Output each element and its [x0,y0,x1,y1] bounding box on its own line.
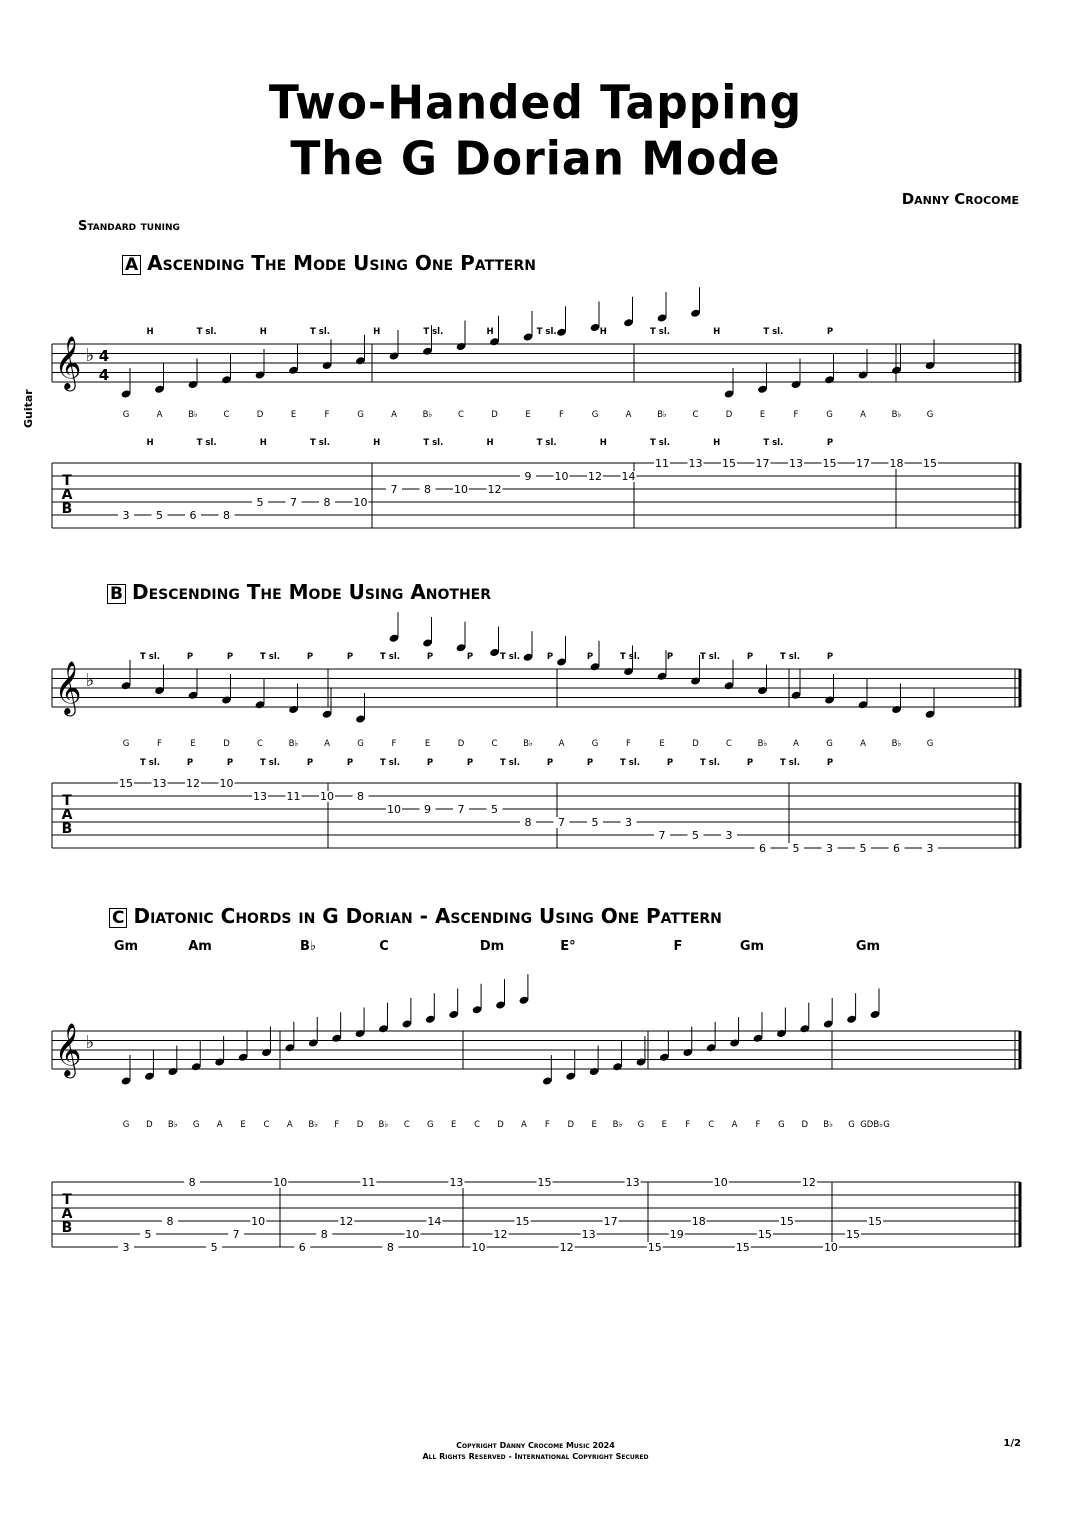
tab-number: 5 [859,842,867,855]
technique-mark: P [346,652,354,662]
technique-mark: P [586,758,594,768]
tab-clef-b: B [61,1220,73,1236]
technique-mark: T sl. [500,652,520,662]
technique-mark: T sl. [780,652,800,662]
technique-mark: P [466,758,474,768]
note-name: B♭ [523,739,533,749]
key-signature-flat: ♭ [85,670,95,691]
tab-number: 15 [845,1228,860,1241]
section-a-title: Ascending The Mode Using One Pattern [147,251,536,275]
technique-mark: H [599,327,607,337]
note-name: D [256,410,264,420]
technique-mark: P [186,652,194,662]
tab-number: 5 [491,803,498,816]
tab-number: 13 [625,1176,640,1189]
tab-number: 9 [424,803,431,816]
tab-number: 10 [454,483,468,496]
technique-mark: P [826,438,834,448]
tab-number: 5 [591,816,599,829]
note-name: G [122,410,130,420]
tab-number: 8 [386,1241,394,1254]
technique-mark: T sl. [763,327,784,337]
technique-mark: T sl. [260,758,280,768]
chord-name: Gm [113,939,139,954]
technique-mark: P [306,758,314,768]
tab-number: 12 [339,1215,354,1228]
tab-number: 8 [188,1176,196,1189]
section-c-letter: C [109,908,127,928]
note-name: G [826,410,833,420]
page-number: 1/2 [1003,1438,1021,1449]
tab-number: 9 [524,470,532,483]
technique-mark: P [746,758,754,768]
technique-mark: P [426,652,434,662]
note-name: E [659,739,665,749]
note-name: F [755,1120,761,1130]
tab-number: 12 [186,777,200,790]
note-name: B♭ [757,739,768,749]
technique-mark: T sl. [310,327,330,337]
technique-mark: H [486,438,494,448]
tab-number: 14 [427,1215,442,1228]
technique-mark: T sl. [620,652,640,662]
tab-number: 11 [361,1176,376,1189]
tab-number: 17 [856,457,870,470]
tab-number: 10 [554,470,569,483]
technique-mark: T sl. [536,438,557,448]
technique-mark: T sl. [260,652,280,662]
tab-number: 8 [223,509,230,522]
tab-number: 13 [581,1228,596,1241]
technique-mark: P [826,652,834,662]
note-name: F [793,410,799,420]
technique-mark: T sl. [620,758,640,768]
tab-number: 6 [759,842,766,855]
note-name: A [860,739,866,749]
tab-number: 10 [713,1176,728,1189]
tab-number: 13 [449,1176,464,1189]
technique-mark: T sl. [380,758,400,768]
chord-name: Gm [739,939,765,954]
technique-mark: P [746,652,754,662]
chord-name: E° [560,939,576,954]
note-name: D [725,410,733,420]
tab-number: 10 [273,1176,288,1189]
note-name: F [324,410,330,420]
tab-number: 3 [122,1241,130,1254]
tab-number: 7 [232,1228,240,1241]
tab-number: 7 [658,829,666,842]
tab-number: 5 [210,1241,218,1254]
tab-number: 12 [493,1228,508,1241]
tab-number: 10 [320,790,334,803]
note-name: D [692,739,699,749]
tab-number: 15 [722,457,736,470]
tab-number: 14 [621,470,636,483]
tab-number: 19 [669,1228,684,1241]
tab-number: 12 [559,1241,574,1254]
note-name: E [424,739,431,749]
note-name: B♭ [891,410,902,420]
note-name: G [848,1120,855,1130]
tab-number: 13 [152,777,167,790]
note-name: C [223,410,230,420]
tab-number: 15 [779,1215,794,1228]
time-signature-top: 4 [98,347,110,365]
technique-mark: P [666,758,674,768]
technique-mark: P [826,758,834,768]
section-b-title: Descending The Mode Using Another [131,580,492,604]
note-name: E [290,410,297,420]
tab-number: 3 [122,509,130,522]
title-line-2: The G Dorian Mode [290,132,781,187]
technique-mark: T sl. [650,438,670,448]
note-name: B♭ [288,739,299,749]
note-name: B♭ [308,1120,319,1130]
tab-number: 3 [926,842,934,855]
note-name: D [356,1120,364,1130]
tab-clef-b: B [61,501,73,517]
note-name: E [759,410,766,420]
technique-mark: T sl. [140,758,160,768]
note-name: A [391,410,397,420]
tab-number: 10 [823,1241,838,1254]
note-name: G [826,739,833,749]
chord-name: C [379,939,389,954]
note-name: B♭ [823,1120,834,1130]
note-name: G [926,739,934,749]
tab-number: 10 [353,496,368,509]
note-name: B♭ [891,739,902,749]
tab-number: 8 [323,496,331,509]
note-name: A [625,410,632,420]
chord-name: Dm [479,939,505,954]
tab-number: 12 [801,1176,816,1189]
tab-number: 7 [390,483,398,496]
tab-clef-t: T [62,473,72,489]
note-name: D [223,739,230,749]
technique-mark: P [306,652,314,662]
note-name: G [637,1120,645,1130]
tab-number: 17 [755,457,770,470]
technique-mark: T sl. [196,327,217,337]
note-name: A [520,1120,527,1130]
tab-number: 5 [256,496,264,509]
note-name: F [626,739,631,749]
note-name: A [324,739,330,749]
tab-number: 7 [290,496,297,509]
tab-number: 5 [156,509,163,522]
tuning: Standard tuning [78,219,180,234]
tab-number: 3 [826,842,833,855]
note-name: B♭ [167,1120,178,1130]
technique-mark: H [713,438,721,448]
note-name: F [391,739,397,749]
note-name: D [567,1120,574,1130]
treble-clef-icon: 𝄞 [54,335,82,389]
note-name: G [122,1120,130,1130]
technique-mark: H [373,327,381,337]
note-name: A [156,410,163,420]
tab-number: 6 [893,842,900,855]
note-name: G [357,739,364,749]
tab-clef-t: T [62,793,72,809]
technique-mark: P [346,758,354,768]
tab-number: 13 [688,457,703,470]
tab-number: 10 [387,803,401,816]
technique-mark: T sl. [650,327,670,337]
technique-mark: T sl. [763,438,784,448]
note-name: B♭ [612,1120,623,1130]
technique-mark: P [666,652,674,662]
technique-mark: P [186,758,194,768]
tab-number: 10 [405,1228,420,1241]
chord-name: Gm [855,939,881,954]
note-name: F [544,1120,550,1130]
note-name: E [240,1120,246,1130]
note-name: C [403,1120,410,1130]
technique-mark: T sl. [310,438,330,448]
copyright-line: Copyright Danny Crocome Music 2024 [456,1441,615,1450]
technique-mark: T sl. [423,438,444,448]
tab-number: 8 [357,790,364,803]
note-name: D [457,739,465,749]
technique-mark: H [373,438,381,448]
technique-mark: H [146,327,154,337]
tab-number: 3 [625,816,632,829]
technique-mark: T sl. [536,327,557,337]
tab-number: 6 [189,509,197,522]
note-name: G [591,739,599,749]
note-name: C [726,739,732,749]
technique-mark: H [486,327,494,337]
note-name: G [778,1120,785,1130]
tab-number: 15 [923,457,937,470]
treble-clef-icon: 𝄞 [54,1022,82,1076]
tab-number: 13 [253,790,267,803]
note-name: D [491,410,498,420]
technique-mark: T sl. [140,652,160,662]
technique-mark: T sl. [700,652,720,662]
note-name: E [190,739,196,749]
note-name: A [216,1120,223,1130]
section-a-letter: A [122,255,141,275]
note-name: C [257,739,263,749]
tab-number: 13 [789,457,803,470]
tab-clef-t: T [62,1192,72,1208]
tab-number: 8 [320,1228,328,1241]
technique-mark: T sl. [500,758,520,768]
tab-clef-a: A [61,1206,73,1222]
technique-mark: P [226,652,234,662]
tab-number: 18 [889,457,904,470]
note-name: E [591,1120,597,1130]
note-name: B♭ [657,410,667,420]
note-name: G [591,410,599,420]
note-name: E [661,1120,668,1130]
tab-number: 8 [524,816,532,829]
note-name: C [474,1120,481,1130]
note-name: G [122,739,130,749]
tab-number: 18 [691,1215,706,1228]
key-signature-flat: ♭ [85,345,95,366]
technique-mark: T sl. [423,327,444,337]
tab-number: 15 [537,1176,552,1189]
technique-mark: H [146,438,154,448]
note-name: C [458,410,464,420]
technique-mark: P [226,758,234,768]
note-name: F [685,1120,691,1130]
note-name: A [731,1120,738,1130]
note-name: C [263,1120,270,1130]
tab-number: 15 [735,1241,750,1254]
note-name: B♭ [422,410,433,420]
tab-number: 5 [692,829,699,842]
tab-number: 6 [298,1241,306,1254]
note-name: G [426,1120,434,1130]
note-name: G [192,1120,200,1130]
key-signature-flat: ♭ [85,1032,95,1053]
tab-number: 12 [588,470,602,483]
footer [0,1440,1071,1462]
section-b-letter: B [107,584,126,604]
tab-number: 3 [725,829,733,842]
tab-number: 10 [471,1241,486,1254]
chord-name: B♭ [299,939,317,954]
technique-mark: T sl. [196,438,217,448]
tab-number: 7 [558,816,565,829]
note-name: A [793,739,799,749]
technique-mark: T sl. [780,758,800,768]
technique-mark: P [826,327,834,337]
technique-mark: P [466,652,474,662]
tab-clef-a: A [61,487,73,503]
technique-mark: P [546,758,554,768]
tab-number: 15 [822,457,837,470]
note-name: F [157,739,162,749]
title-line-1: Two-Handed Tapping [268,76,803,131]
time-signature-bottom: 4 [98,366,110,384]
tab-number: 11 [286,790,301,803]
note-name: B♭ [378,1120,389,1130]
tab-clef-a: A [61,807,73,823]
note-name: A [860,410,866,420]
tab-number: 11 [655,457,669,470]
technique-mark: P [546,652,554,662]
note-name: GDB♭G [860,1120,890,1130]
tab-number: 7 [457,803,465,816]
chord-name: Am [188,939,212,954]
technique-mark: P [586,652,594,662]
note-name: B♭ [188,410,198,420]
technique-mark: P [426,758,434,768]
note-name: F [334,1120,340,1130]
note-name: E [451,1120,457,1130]
note-name: G [357,410,364,420]
chord-name: F [673,939,683,954]
note-name: F [559,410,564,420]
tab-number: 10 [251,1215,266,1228]
note-name: E [525,410,531,420]
note-name: D [497,1120,504,1130]
note-name: G [926,410,934,420]
technique-mark: H [713,327,721,337]
tab-number: 5 [144,1228,152,1241]
tab-number: 5 [792,842,800,855]
technique-mark: H [599,438,607,448]
technique-mark: T sl. [380,652,400,662]
rights-line: All Rights Reserved - International Copyright Secured [422,1452,649,1461]
note-name: C [491,739,498,749]
tab-number: 15 [757,1228,772,1241]
section-c-title: Diatonic Chords in G Dorian - Ascending Using One Pattern [133,904,722,928]
note-name: D [801,1120,809,1130]
tab-number: 8 [424,483,431,496]
note-name: A [286,1120,293,1130]
technique-mark: H [259,438,267,448]
note-name: A [558,739,565,749]
tab-number: 10 [219,777,234,790]
technique-mark: T sl. [700,758,720,768]
note-name: D [146,1120,153,1130]
tab-number: 8 [166,1215,174,1228]
note-name: C [692,410,699,420]
tab-number: 12 [487,483,502,496]
composer: Danny Crocome [901,190,1019,208]
instrument-label: Guitar [22,389,35,428]
tab-number: 15 [119,777,133,790]
tab-number: 17 [603,1215,618,1228]
technique-mark: H [259,327,267,337]
tab-clef-b: B [61,821,73,837]
tab-number: 15 [647,1241,662,1254]
tab-number: 15 [868,1215,882,1228]
note-name: C [708,1120,715,1130]
tab-number: 15 [515,1215,530,1228]
treble-clef-icon: 𝄞 [54,660,82,714]
